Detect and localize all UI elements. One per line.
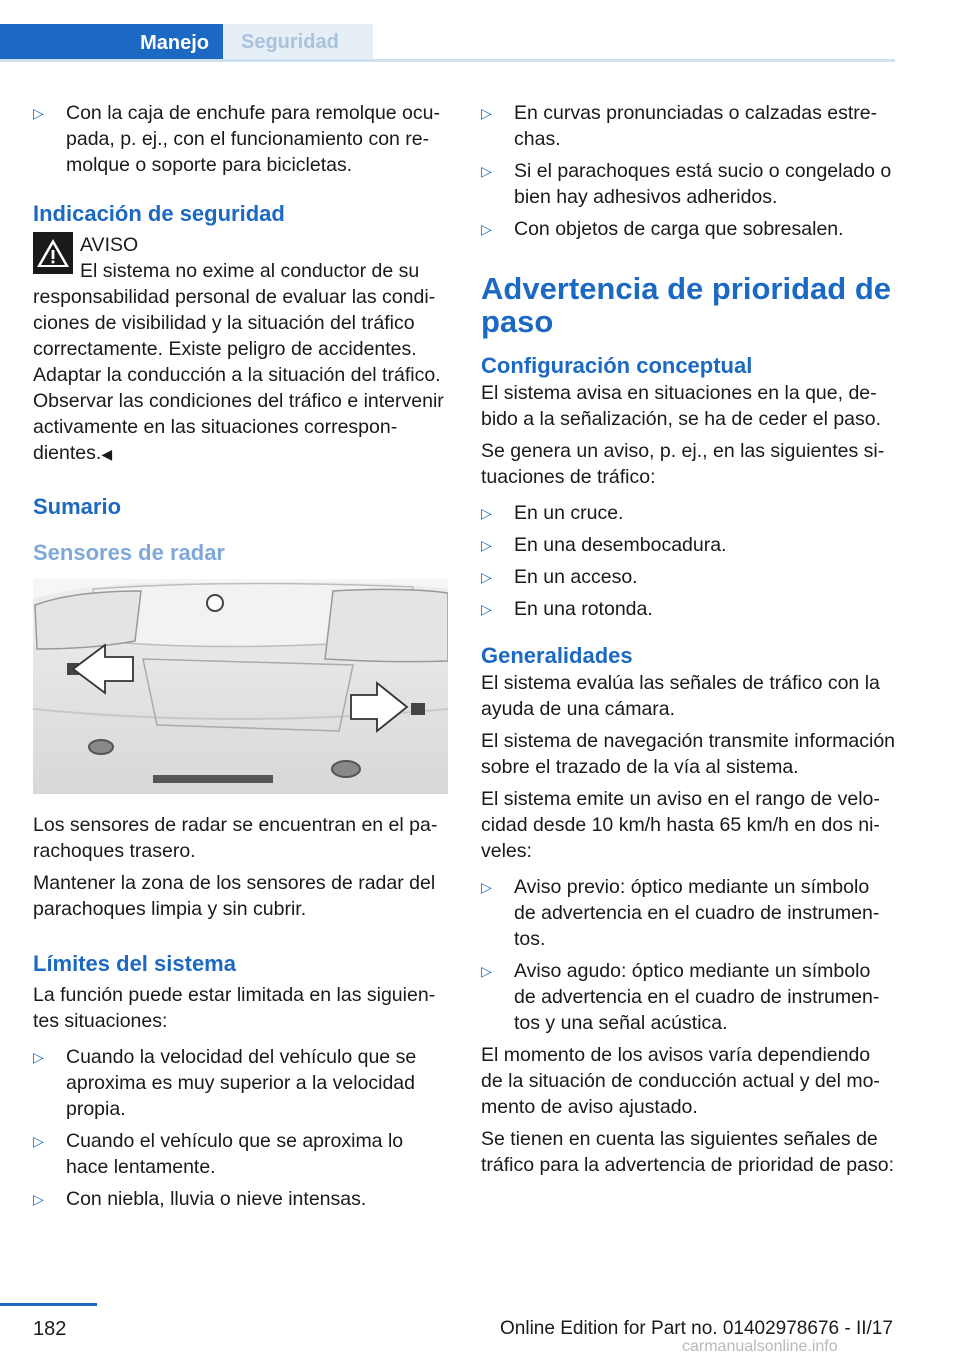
bullet-triangle-icon: ▷	[481, 163, 492, 179]
top-bullet-list	[481, 100, 896, 242]
footer-rule	[0, 1303, 97, 1306]
bullet-triangle-icon: ▷	[481, 569, 492, 585]
concept-bullet-list	[481, 500, 896, 622]
radar-paragraph-1: Los sensores de radar se encuentran en el parachoques trasero.	[33, 814, 438, 862]
limits-bullet-list	[33, 1044, 448, 1212]
list-item: ▷ Con objetos de carga que sobresalen.	[481, 218, 844, 240]
warning-first-line: El sistema no exime al conductor de su	[80, 260, 420, 282]
page-number: 182	[33, 1318, 67, 1340]
general-paragraph-2: El sistema de navegación transmite información sobre el trazado de la vía al sistema.	[481, 730, 896, 778]
list-item: ▷ Cuando el vehículo que se aproxima lo hace lentamente.	[33, 1130, 404, 1178]
edition-text: Online Edition for Part no. 01402978676 - II/17	[500, 1318, 893, 1339]
rear-bumper-radar-image	[33, 579, 448, 794]
right-column	[481, 100, 896, 1184]
concept-paragraph-2: Se genera un aviso, p. ej., en las siguientes situaciones de tráfico:	[481, 440, 885, 488]
list-item: ▷ Con niebla, lluvia o nieve intensas.	[33, 1188, 367, 1210]
end-mark-icon: ◀	[101, 446, 113, 462]
warning-block	[33, 232, 448, 467]
list-item: ▷ Aviso previo: óptico mediante un símbolo de advertencia en el cuadro de instrumentos.	[481, 876, 880, 950]
warning-text: responsabilidad personal de evaluar las condiciones de visibilidad y la situación del tráfico correctamente. Existe peligro de accidentes. Adaptar la conducción a la situación del tráfico. Observar las condiciones del tráfico e intervenir activamente en las situaciones correspondientes.	[33, 286, 444, 464]
bullet-triangle-icon: ▷	[33, 1191, 44, 1207]
list-item: ▷ Cuando la velocidad del vehículo que se aproxima es muy superior a la velocidad propia.	[33, 1046, 417, 1120]
bullet-triangle-icon: ▷	[481, 221, 492, 237]
general-paragraph-4: El momento de los avisos varía dependiendo de la situación de conducción actual y del momento de aviso ajustado.	[481, 1044, 880, 1118]
intro-bullet-list	[33, 100, 448, 178]
general-paragraph-5: Se tienen en cuenta las siguientes señales de tráfico para la advertencia de prioridad de paso:	[481, 1128, 895, 1176]
tab-seguridad[interactable]: Seguridad	[223, 24, 373, 59]
warning-title: AVISO	[80, 234, 139, 256]
safety-heading: Indicación de seguridad	[33, 201, 285, 226]
general-bullet-list	[481, 874, 896, 1036]
watermark-text: carmanualsonline.info	[682, 1338, 838, 1355]
limits-intro: La función puede estar limitada en las siguientes situaciones:	[33, 984, 436, 1032]
list-item: ▷ En una desembocadura.	[481, 534, 727, 556]
page-header	[0, 24, 895, 62]
main-heading: Advertencia de prioridad de paso	[481, 271, 891, 339]
left-column	[33, 100, 448, 1218]
bullet-triangle-icon: ▷	[481, 505, 492, 521]
radar-paragraph-2: Mantener la zona de los sensores de radar del parachoques limpia y sin cubrir.	[33, 872, 436, 920]
bullet-triangle-icon: ▷	[481, 105, 492, 121]
bullet-triangle-icon: ▷	[481, 879, 492, 895]
summary-heading: Sumario	[33, 494, 122, 519]
header-rule	[0, 59, 895, 62]
bullet-triangle-icon: ▷	[33, 1133, 44, 1149]
list-item: ▷ En una rotonda.	[481, 598, 653, 620]
limits-heading: Límites del sistema	[33, 951, 236, 976]
bullet-triangle-icon: ▷	[481, 601, 492, 617]
general-heading: Generalidades	[481, 643, 633, 668]
general-paragraph-1: El sistema evalúa las señales de tráfico con la ayuda de una cámara.	[481, 672, 880, 720]
list-item: ▷ Con la caja de enchufe para remolque ocupada, p. ej., con el funcionamiento con remolque o soporte para bicicletas.	[33, 102, 440, 176]
bullet-triangle-icon: ▷	[481, 963, 492, 979]
bullet-triangle-icon: ▷	[33, 105, 44, 121]
list-item: ▷ En un cruce.	[481, 502, 624, 524]
bullet-triangle-icon: ▷	[481, 537, 492, 553]
list-item: ▷ En curvas pronunciadas o calzadas estrechas.	[481, 102, 878, 150]
bullet-triangle-icon: ▷	[33, 1049, 44, 1065]
general-paragraph-3: El sistema emite un aviso en el rango de velocidad desde 10 km/h hasta 65 km/h en dos niveles:	[481, 788, 880, 862]
tab-manejo[interactable]: Manejo	[0, 24, 223, 62]
warning-triangle-icon	[33, 232, 73, 274]
list-item: ▷ Aviso agudo: óptico mediante un símbolo de advertencia en el cuadro de instrumentos y una señal acústica.	[481, 960, 880, 1034]
list-item: ▷ En un acceso.	[481, 566, 638, 588]
concept-paragraph-1: El sistema avisa en situaciones en la que, debido a la señalización, se ha de ceder el paso.	[481, 382, 882, 430]
concept-heading: Configuración conceptual	[481, 353, 753, 378]
radar-heading: Sensores de radar	[33, 540, 225, 565]
list-item: ▷ Si el parachoques está sucio o congelado o bien hay adhesivos adheridos.	[481, 160, 892, 208]
